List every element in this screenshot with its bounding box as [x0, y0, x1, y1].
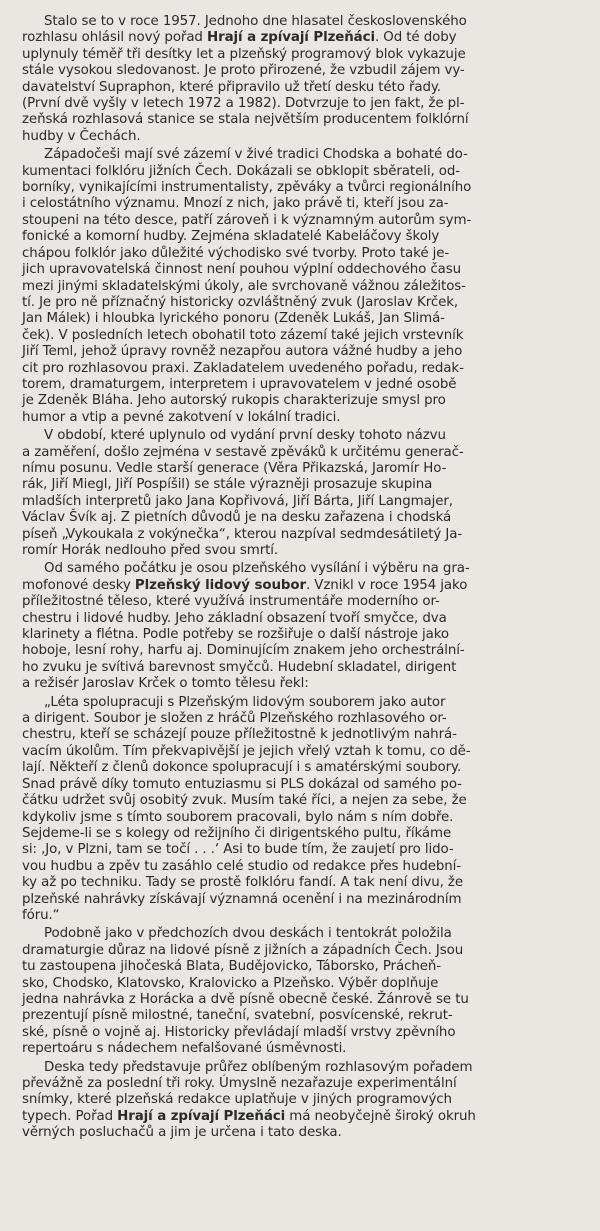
text-line: převážně za poslední tři roky. Úmyslně nezařazuje experimentální: [22, 1076, 457, 1091]
text-line: klarinety a flétna. Podle potřeby se rozšiřuje o další nástroje jako: [22, 627, 450, 643]
text-line: jich upravovatelská činnost není pouhou výplní oddechového času: [22, 262, 462, 278]
text-line: „Léta spolupracuji s Plzeňským lidovým souborem jako autor: [44, 694, 446, 710]
text-line: dramaturgie důraz na lidové písně z jižních a západních Čech. Jsou: [22, 942, 464, 958]
emphasized-title: Hrají a zpívají Plzeňáci: [207, 30, 375, 46]
text-line: Václav Švík aj. Z pietních důvodů je na desku zařazena i chodská: [22, 510, 452, 526]
text-line: si: ,Jo, v Plzni, tam se točí . . .‘ Asi to bude tím, že zaujetí pro lido-: [22, 842, 454, 858]
text-line: zeňská rozhlasová stanice se stala největším producentem folklórní: [22, 112, 469, 128]
text-line: ček). V posledních letech obohatil toto zázemí také jejich vrstevník: [22, 327, 464, 343]
text-line: hudby v Čechách.: [22, 128, 141, 144]
text-line: typech. Pořad Hrají a zpívají Plzeňáci má neobyčejně široký okruh: [22, 1108, 476, 1124]
text-line: rozhlasu ohlásil nový pořad Hrají a zpívají Plzeňáci. Od té doby: [22, 30, 457, 46]
text-line: Snad právě díky tomuto entuziasmu si PLS dokázal od samého po-: [22, 776, 462, 792]
text-line: Sejdeme-li se s kolegy od režijního či dirigentského pultu, říkáme: [22, 825, 452, 841]
text-line: píseň „Vykoukala z vokýnečka“, kterou nazpíval sedmdesátiletý Ja-: [22, 526, 463, 542]
text-line: mezi jinými skladatelskými úkoly, ale svrchovaně vážnou záležitos-: [22, 278, 466, 294]
text-line: chestru, kteří se scházejí pouze příležitostně k jednotlivým nahrá-: [22, 727, 457, 743]
text-line: lají. Někteří z členů dokonce spolupracují i s amatérskými soubory.: [22, 760, 462, 776]
text-line: i celostátního významu. Mnozí z nich, jako právě ti, kteří jsou za-: [22, 196, 449, 212]
text-line: vou hudbu a zpěv tu zasáhlo celé studio od redakce přes hudební-: [22, 858, 462, 874]
text-line: Od samého počátku je osou plzeňského vysílání i výběru na gra-: [44, 561, 470, 577]
emphasized-title: Plzeňský lidový soubor: [134, 577, 306, 593]
text-line: mofonové desky Plzeňský lidový soubor. Vznikl v roce 1954 jako: [22, 577, 468, 593]
text-line: Stalo se to v roce 1957. Jednoho dne hlasatel československého: [44, 14, 467, 29]
text-line: stoupeni na této desce, patří zároveň i k významným autorům sym-: [22, 212, 472, 228]
text-line: prezentují písně milostné, taneční, svatební, posvícenské, rekrut-: [22, 1008, 453, 1024]
text-line: jedna nahrávka z Horácka a dvě písně obecně české. Žánrově se tu: [22, 991, 469, 1007]
emphasized-title: Hrají a zpívají Plzeňáci: [117, 1108, 286, 1124]
text-line: humor a vtip a pevné zakotvení v lokální tradici.: [22, 409, 341, 425]
text-line: je Zdeněk Bláha. Jeho autorský rukopis charakterizuje smysl pro: [22, 393, 446, 409]
text-line: ky až po techniku. Tady se prostě folklóru fandí. A tak není divu, že: [22, 875, 463, 891]
text-line: tu zastoupena jihočeská Blata, Budějovicko, Táborsko, Prácheň-: [22, 959, 441, 975]
text-line: Podobně jako v předchozích dvou deskách i tentokrát položila: [44, 926, 452, 942]
text-line: kdykoliv jsme s tímto souborem pracovali, bylo nám s ním dobře.: [22, 809, 454, 825]
text-line: příležitostné těleso, které využívá instrumentáře moderního or-: [22, 594, 440, 610]
text-line: Jan Málek) i hloubka lyrického ponoru (Zdeněk Lukáš, Jan Slimá-: [22, 311, 445, 327]
text-line: nímu posunu. Vedle starší generace (Věra Přikazská, Jaromír Ho-: [22, 460, 447, 476]
text-line: Jiří Teml, jehož úpravy rovněž nezapřou autora vážné hudby a jeho: [22, 344, 463, 360]
text-line: a zaměření, došlo zejména v sestavě zpěváků k určitému generač-: [22, 444, 464, 460]
text-line: tí. Je pro ně příznačný historicky ozvláštněný zvuk (Jaroslav Krček,: [22, 294, 459, 310]
text-line: chápou folklór jako důležité východisko své tvorby. Proto také je-: [22, 245, 450, 261]
text-line: repertoáru s nádechem nefalšované úsměvnosti.: [22, 1041, 347, 1057]
text-line: snímky, které plzeňská redakce uplatňuje v jiných programových: [22, 1092, 452, 1108]
text-line: borníky, vynikajícími instrumentalisty, zpěváky a tvůrci regionálního: [22, 180, 472, 196]
text-line: Západočeši mají své zázemí v živé tradici Chodska a bohaté do-: [44, 147, 468, 163]
text-line: mladších interpretů jako Jana Kopřivová, Jiří Bárta, Jiří Langmajer,: [22, 493, 453, 509]
paragraph: [22, 561, 582, 692]
text-line: a dirigent. Soubor je složen z hráčů Plzeňského rozhlasového or-: [22, 711, 447, 727]
text-line: (První dvě vyšly v letech 1972 a 1982). Dotvrzuje to jen fakt, že pl-: [22, 96, 465, 112]
text-line: ské, písně o vojně aj. Historicky převládají mladší vrstvy zpěvního: [22, 1024, 456, 1040]
text-line: romír Horák nedlouho před svou smrtí.: [22, 543, 279, 558]
text-line: cit pro rozhlasovou praxi. Zakladatelem uvedeného pořadu, redak-: [22, 360, 464, 376]
text-line: fóru.“: [22, 907, 60, 923]
paragraph: [22, 695, 582, 925]
text-line: fonické a komorní hudby. Zejména skladatelé Kabeláčovy školy: [22, 229, 440, 245]
paragraph: [22, 926, 582, 1057]
text-line: čátku udržet svůj osobitý zvuk. Musím také říci, a nejen za sebe, že: [22, 793, 467, 809]
text-line: chestru i lidové hudby. Jeho základní obsazení tvoří smyčce, dva: [22, 610, 447, 626]
text-line: ho zvuku je svítivá barevnost smyčců. Hudební skladatel, dirigent: [22, 659, 457, 675]
text-line: a režisér Jaroslav Krček o tomto tělesu řekl:: [22, 676, 309, 692]
text-line: vacím úkolům. Tím překvapivější je jejich vřelý vztah k tomu, co dě-: [22, 743, 471, 759]
paragraph: [22, 147, 582, 426]
text-line: V období, které uplynulo od vydání první desky tohoto názvu: [44, 428, 446, 444]
text-line: stále vysokou sledovanost. Je proto přirozené, že vzbudil zájem vy-: [22, 63, 465, 79]
text-line: Deska tedy představuje průřez oblíbeným rozhlasovým pořadem: [44, 1059, 473, 1075]
text-line: rák, Jiří Miegl, Jiří Pospíšil) se stále výrazněji prosazuje skupina: [22, 477, 433, 493]
text-line: kumentaci folklóru jižních Čech. Dokázali se obklopit sběrateli, od-: [22, 163, 460, 179]
text-line: hoboje, lesní rohy, harfu aj. Dominujícím znakem jeho orchestrální-: [22, 643, 465, 659]
text-line: plzeňské nahrávky získávají významná ocenění i na mezinárodním: [22, 891, 462, 907]
paragraph: [22, 1060, 582, 1142]
text-line: sko, Chodsko, Klatovsko, Kralovicko a Plzeňsko. Výběr doplňuje: [22, 975, 439, 991]
text-line: věrných posluchačů a jim je určena i tato deska.: [22, 1125, 342, 1141]
text-line: torem, dramaturgem, interpretem i upravovatelem v jedné osobě: [22, 376, 457, 392]
text-line: davatelství Supraphon, které připravilo už třetí desku této řady.: [22, 79, 441, 95]
paragraph: [22, 14, 582, 145]
paragraph: [22, 428, 582, 559]
text-line: uplynuly téměř tři desítky let a plzeňský programový blok vykazuje: [22, 46, 466, 62]
